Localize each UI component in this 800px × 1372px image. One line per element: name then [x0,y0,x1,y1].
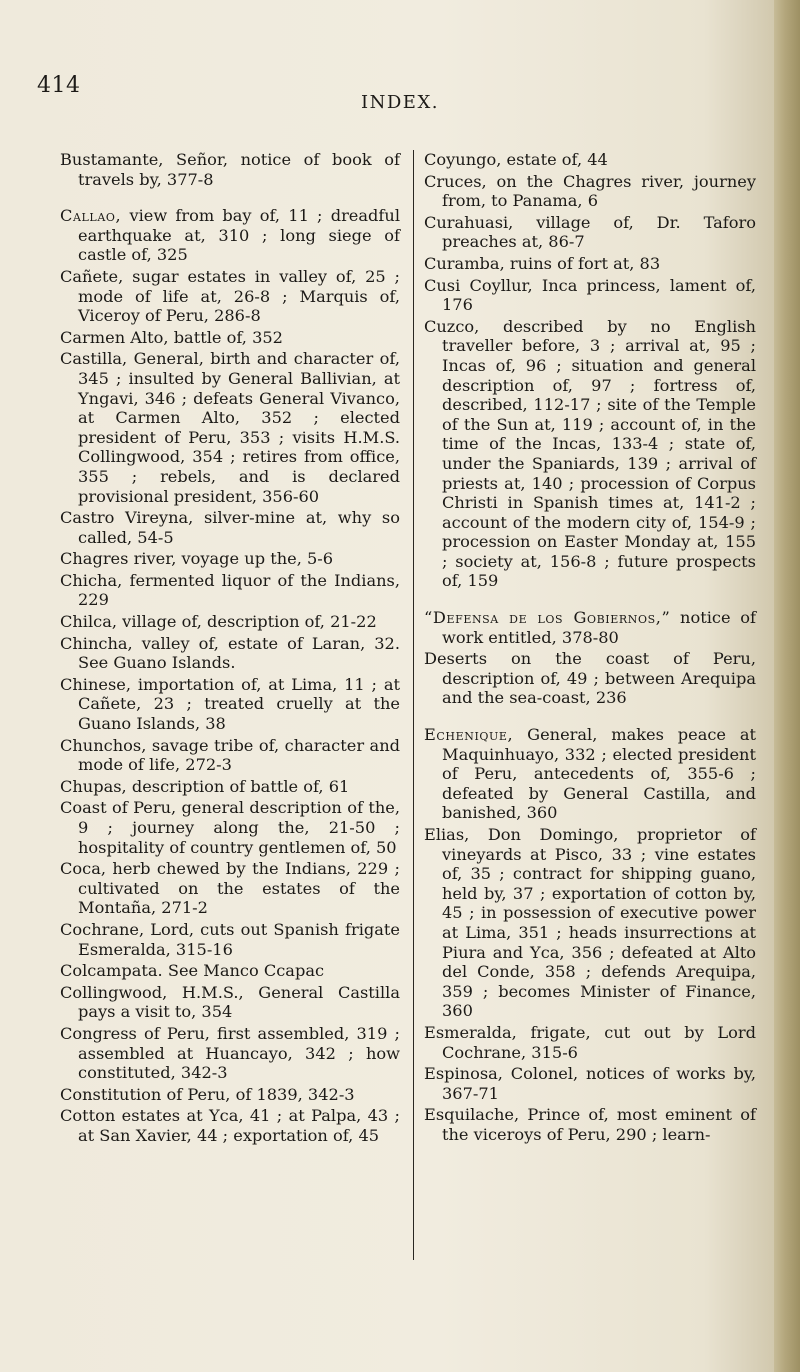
index-entry-heading: Curahuasi, [424,212,514,232]
index-entry-text: General, makes peace at Maquinhuayo, 332 ; elected president of Peru, antecedents of, 355-6 ; defeated by General Castilla, and banished, 360 [442,725,756,823]
index-entry [60,612,400,632]
index-entry-heading: Coca, [60,859,106,879]
index-entry [60,328,400,348]
index-entry-heading: Chinese, [60,674,132,694]
index-entry [60,267,400,326]
index-entry-text: savage tribe of, character and mode of life, 272-3 [78,735,400,775]
index-entry-heading: Collingwood, H.M.S., [60,982,244,1002]
index-entry-heading: Coyungo, [424,150,502,169]
index-entry-heading: Esmeralda, [424,1022,517,1042]
index-entry [424,649,756,708]
index-entry-heading: Bustamante, Señor, [60,150,228,169]
index-entry-text: described by no English traveller before, 3 ; arrival at, 95 ; Incas of, 96 ; situation and general description of, 97 ; fortress of, described, 112-17 ; site of the Temple of the Sun at, 119 ; account of, in the time of the Incas, 133-4 ; state of, under the Spaniards, 139 ; arrival of priests at, 140 ; procession of Corpus Christi in Spanish times at, 141-2 ; account of the modern city of, 154-9 ; procession on Easter Monday at, 155 ; society at, 156-8 ; future prospects of, 159 [442,316,756,591]
index-entry-text: frigate, cut out by Lord Cochrane, 315-6 [442,1022,756,1062]
index-entry-heading: Cochrane, Lord, [60,919,195,939]
index-entry [424,150,756,170]
index-entry-text: silver-mine at, why so called, 54-5 [78,508,400,547]
index-entry-text: on the Chagres river, journey from, to Panama, 6 [442,171,756,211]
index-entry-text: view from bay of, 11 ; dreadful earthquake at, 310 ; long siege of castle of, 325 [78,206,400,265]
index-entry [60,961,400,981]
index-entry-text: on the coast of Peru, description of, 49 ; between Arequipa and the sea-coast, 236 [442,649,756,708]
index-entry-heading: Carmen Alto, [60,327,169,347]
index-column-left [60,150,400,1148]
index-column-right [424,150,756,1147]
index-entry-text: notice of book of travels by, 377-8 [78,150,401,189]
index-entry [60,634,400,673]
index-entry-heading: Echenique, [424,725,514,745]
index-entry-heading: Curamba, [424,253,505,273]
index-entry-text: importation of, at Lima, 11 ; at Cañete, 23 ; treated cruelly at the Guano Islands, 38 [78,674,400,734]
index-entry-heading: Castro Vireyna, [60,508,194,528]
index-entry [60,675,400,734]
index-entry [60,798,400,857]
index-entry-text: battle of, 352 [168,327,283,347]
index-entry-heading: “Defensa de los Gobiernos,” [424,608,671,628]
index-entry-text: fermented liquor of the Indians, 229 [78,570,400,610]
index-entry [424,1064,756,1103]
index-entry [60,1085,400,1105]
index-entry-text: general description of the, 9 ; journey along the, 21-50 ; hospitality of country gentlemen of, 50 [78,798,400,857]
index-entry-heading: Castilla, General, [60,349,204,369]
index-entry-text: valley of, estate of Laran, 32. See Guano Islands. [78,633,400,673]
index-entry-text: herb chewed by the Indians, 229 ; cultivated on the estates of the Montaña, 271-2 [78,859,400,918]
index-entry-heading: Chilca, [60,612,118,632]
index-entry-heading: Espinosa, Colonel, [424,1064,579,1084]
index-entry-text: at Yca, 41 ; at Palpa, 43 ; at San Xavier, 44 ; exportation of, 45 [78,1106,400,1145]
index-entry [60,549,400,569]
index-entry-text: description of battle of, 61 [126,776,350,796]
index-entry [60,859,400,918]
index-entry-text: General Castilla pays a visit to, 354 [78,982,400,1022]
index-entry-heading: Chincha, [60,633,133,653]
index-entry-text: notice of work entitled, 378-80 [442,608,756,647]
index-entry-heading: Congress of Peru, [60,1023,210,1043]
index-entry-text: See Manco Ccapac [162,961,325,981]
index-entry-heading: Cruces, [424,171,487,191]
index-entry-heading: Cotton estates [60,1106,181,1126]
index-entry-heading: Esquilache, [424,1105,520,1125]
index-entry-heading: Chunchos, [60,735,147,755]
index-entry [424,317,756,591]
index-entry-heading: Chicha, [60,570,123,590]
index-entry [60,983,400,1022]
index-entry [424,825,756,1021]
index-entry-text: Inca princess, lament of, 176 [442,275,756,315]
index-entry-heading: Colcampata. [60,961,163,981]
index-entry-heading: Elias, Don Domingo, [424,825,619,844]
index-entry [424,254,756,274]
index-entry-heading: Deserts [424,649,487,669]
index-entry-text: birth and character of, 345 ; insulted by General Ballivian, at Yngavi, 346 ; defeats General Vivanco, at Carmen Alto, 352 ; elected president of Peru, 353 ; visits H.M.S. Collingwood, 354 ; retires from office, 355 ; rebels, and is declared provisional president, 356-60 [78,349,400,506]
index-entry [60,777,400,797]
index-entry [60,1024,400,1083]
index-entry-heading: Cañete, [60,266,124,286]
index-entry [424,608,756,647]
index-entry [60,571,400,610]
index-entry-text: village of, description of, 21-22 [117,612,377,632]
index-entry-text: sugar estates in valley of, 25 ; mode of life at, 26-8 ; Marquis of, Viceroy of Peru, 286-8 [78,266,400,326]
index-entry-heading: Callao, [60,206,122,226]
index-entry-heading: Chupas, [60,776,127,796]
index-entry [60,206,400,265]
index-entry-text: proprietor of vineyards at Pisco, 33 ; vine estates of, 35 ; contract for shipping guano, held by, 37 ; exportation of cotton by, 45 ; in possession of executive power at Lima, 351 ; heads insurrections at Piura and Yca, 356 ; defeated at Alto del Conde, 358 ; defends Arequipa, 359 ; becomes Minister of Finance, 360 [442,825,756,1021]
page-edge-shadow [774,0,800,1372]
column-divider [413,150,414,1260]
index-entry [424,725,756,823]
index-entry-text: of 1839, 342-3 [230,1084,355,1104]
index-entry-text: Prince of, most eminent of the viceroys of Peru, 290 ; learn- [442,1105,756,1144]
page-number: 414 [37,73,81,98]
index-entry-text: first assembled, 319 ; assembled at Huancayo, 342 ; how constituted, 342-3 [78,1023,400,1083]
index-entry [60,508,400,547]
index-entry-heading: Cusi Coyllur, [424,275,533,295]
index-entry-heading: Chagres river, [60,549,177,569]
index-entry [424,1023,756,1062]
index-entry [60,920,400,959]
index-entry-heading: Coast of Peru, [60,798,177,818]
index-entry-heading: Constitution of Peru, [60,1084,231,1104]
index-entry [424,172,756,211]
index-entry [424,276,756,315]
index-entry-heading: Cuzco, [424,316,480,336]
index-entry-text: ruins of fort at, 83 [504,253,661,273]
index-entry [60,1106,400,1145]
index-entry [60,349,400,506]
index-entry-text: notices of works by, 367-71 [442,1064,756,1103]
index-entry-text: voyage up the, 5-6 [176,549,334,569]
index-entry [424,213,756,252]
index-entry [60,736,400,775]
running-head: INDEX. [361,92,439,113]
index-entry [60,150,400,189]
index-entry-text: cuts out Spanish frigate Esmeralda, 315-16 [78,919,400,959]
index-entry-text: village of, Dr. Taforo preaches at, 86-7 [442,212,756,252]
index-entry [424,1105,756,1144]
index-entry-text: estate of, 44 [501,150,608,169]
